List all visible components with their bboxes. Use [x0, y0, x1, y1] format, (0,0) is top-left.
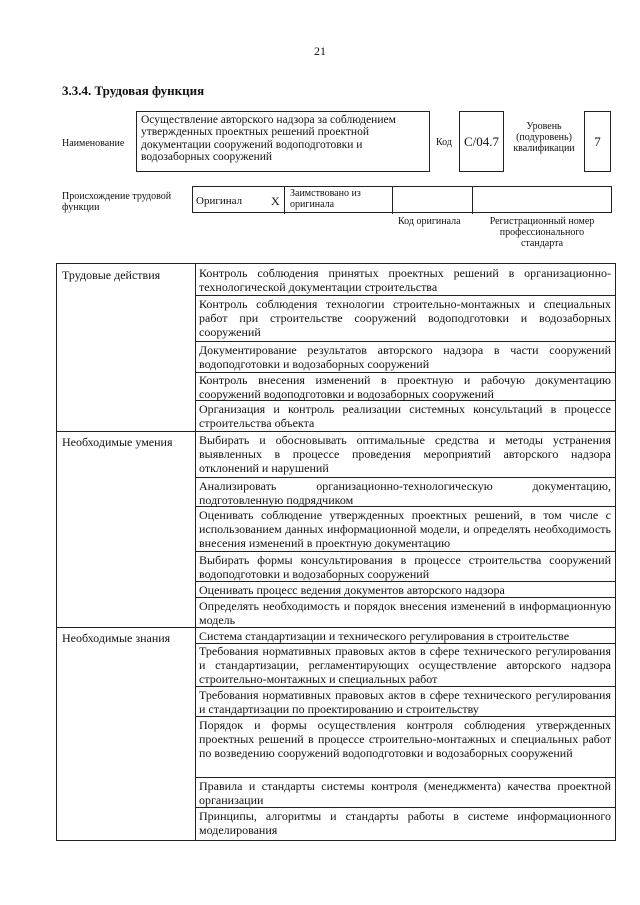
reg-number-caption: Регистрационный номер профессионального стандарта — [489, 216, 595, 249]
row-divider — [195, 807, 616, 808]
page-number: 21 — [314, 44, 326, 58]
row-divider — [195, 716, 616, 717]
qualification-level: 7 — [584, 111, 611, 172]
table-row: Определять необходимость и порядок внесения изменений в информационную модель — [199, 599, 611, 627]
section-title: 3.3.4. Трудовая функция — [62, 83, 205, 98]
row-divider — [195, 597, 616, 598]
original-mark: X — [271, 194, 280, 208]
row-divider — [195, 581, 616, 582]
section-divider — [56, 627, 616, 628]
row-divider — [195, 341, 616, 342]
section-divider — [56, 431, 616, 432]
function-code: С/04.7 — [459, 111, 504, 172]
table-row: Организация и контроль реализации системных консультаций в процессе строительства объекта — [199, 402, 611, 430]
section-title-actions: Трудовые действия — [62, 268, 161, 282]
table-row: Выбирать и обосновывать оптимальные средства и методы устранения выявленных в процессе проведения мероприятий авторского надзора отклонений и нарушений — [199, 433, 611, 475]
name-label: Наименование — [62, 138, 125, 149]
table-row: Контроль соблюдения технологии строительно-монтажных и специальных работ при строительстве сооружений водоподготовки и водозаборных сооружений — [199, 297, 611, 339]
table-row: Оценивать процесс ведения документов авторского надзора — [199, 583, 505, 597]
original-label: Оригинал — [196, 195, 243, 207]
code-label: Код — [436, 137, 452, 148]
section-title-knowledge: Необходимые знания — [62, 631, 171, 645]
origin-table — [192, 186, 612, 213]
code-original-caption: Код оригинала — [398, 216, 461, 227]
column-divider — [195, 263, 196, 841]
table-row: Принципы, алгоритмы и стандарты работы в системе информационного моделирования — [199, 809, 611, 837]
table-row: Контроль соблюдения принятых проектных решений в организационно-технологической документации строительства — [199, 266, 611, 294]
table-row: Требования нормативных правовых актов в сфере технического регулирования и стандартизации по проектированию и строительству — [199, 688, 611, 716]
table-row: Оценивать соблюдение утвержденных проектных решений, в том числе с использованием данных информационной модели, и определять необходимость внесения изменений в проектную документацию — [199, 508, 611, 550]
table-row: Порядок и формы осуществления контроля соблюдения утвержденных проектных решений в процессе строительно-монтажных и специальных работ по возведению сооружений водоподготовки и водозаборных сооружений — [199, 718, 611, 760]
section-title-skills: Необходимые умения — [62, 435, 173, 449]
origin-label: Происхождение трудовой функции — [62, 191, 172, 213]
borrowed-label: Заимствовано из оригинала — [290, 188, 361, 210]
row-divider — [195, 551, 616, 552]
table-row: Правила и стандарты системы контроля (менеджмента) качества проектной организации — [199, 779, 611, 807]
table-row: Система стандартизации и технического регулирования в строительстве — [199, 629, 570, 643]
table-row: Требования нормативных правовых актов в сфере технического регулирования и стандартизации, регламентирующих осуществление авторского надзора строительно-монтажных и специальных работ — [199, 644, 611, 686]
table-row: Выбирать формы консультирования в процессе строительства сооружений водоподготовки и водозаборных сооружений — [199, 553, 611, 581]
table-row: Анализировать организационно-технологическую документацию, подготовленную подрядчиком — [199, 479, 611, 507]
level-label: Уровень (подуровень) квалификации — [513, 121, 575, 154]
function-name: Осуществление авторского надзора за соблюдением утвержденных проектных решений проектной документации сооружений водоподготовки и водозаборных сооружений — [136, 111, 430, 172]
row-divider — [195, 477, 616, 478]
table-row: Контроль внесения изменений в проектную и рабочую документацию сооружений водоподготовки и водозаборных сооружений — [199, 373, 611, 401]
row-divider — [195, 295, 616, 296]
table-row: Документирование результатов авторского надзора в части сооружений водоподготовки и водозаборных сооружений — [199, 343, 611, 371]
row-divider — [195, 777, 616, 778]
origin-cell-code — [393, 187, 473, 214]
row-divider — [195, 686, 616, 687]
